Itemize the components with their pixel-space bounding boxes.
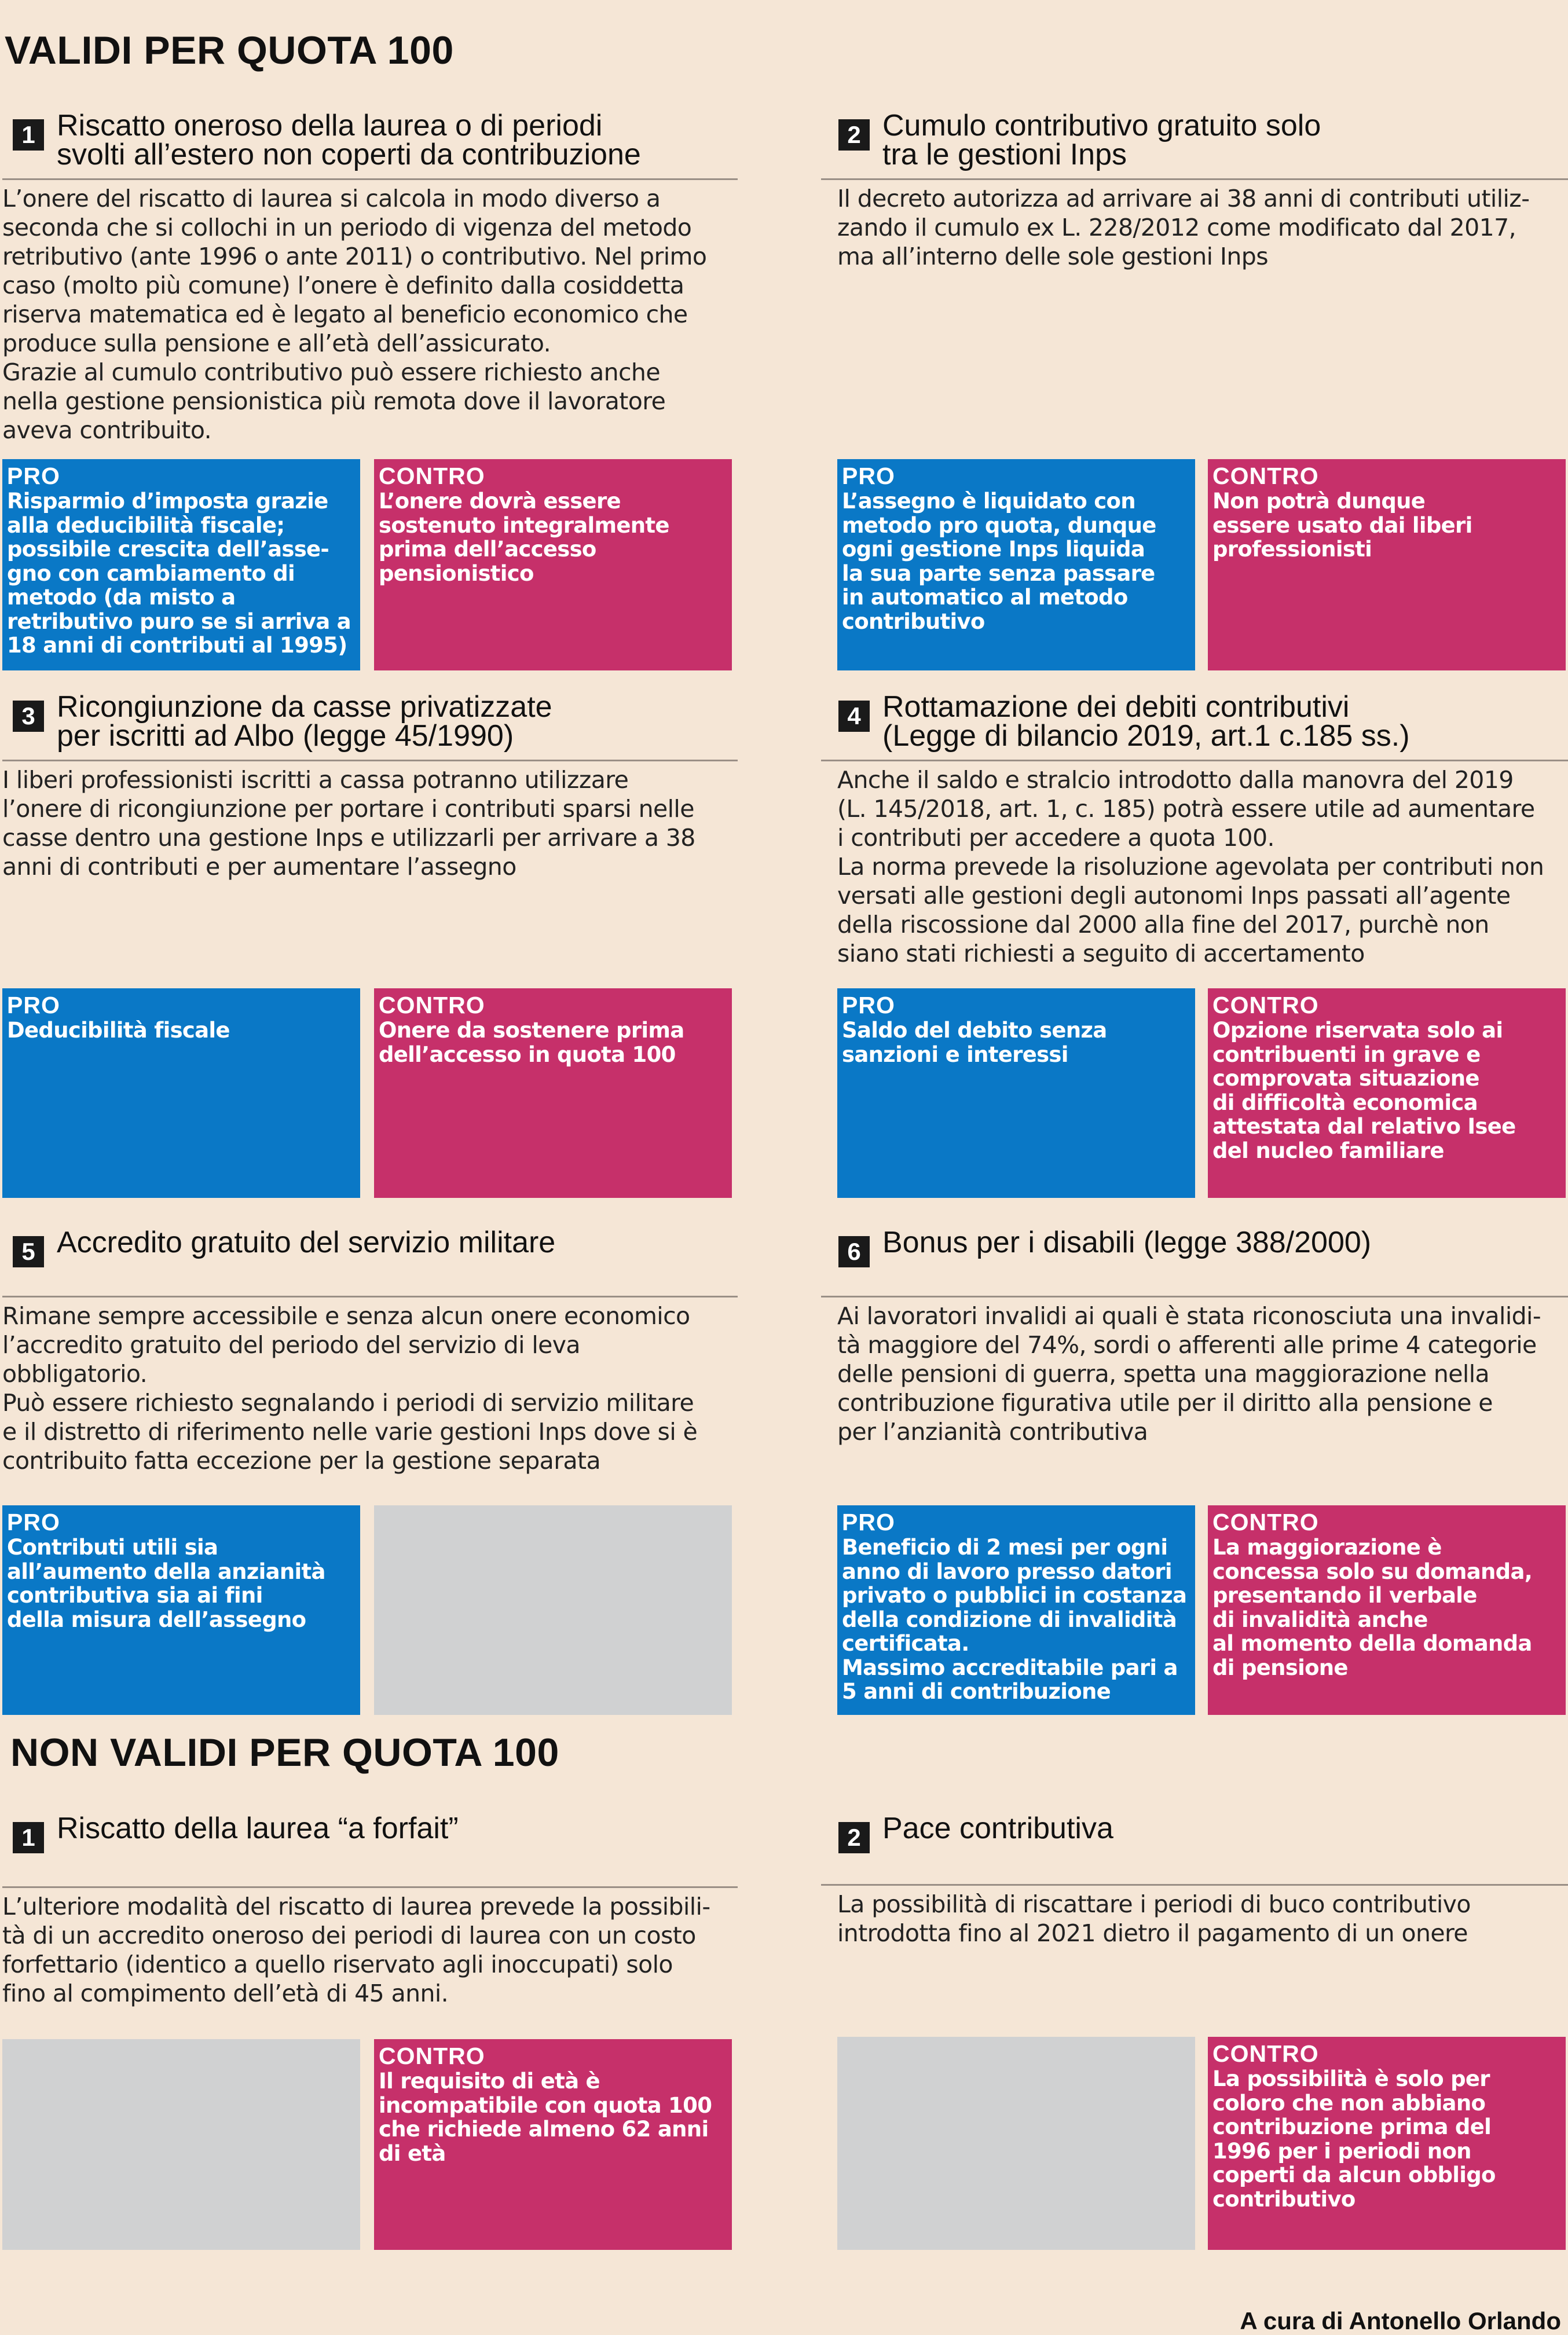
entry-title <box>57 690 552 753</box>
contro-text <box>1212 1018 1561 1163</box>
entry-description <box>837 1890 1568 1948</box>
pro-box <box>2 988 360 1198</box>
description-line: obbligatorio. <box>2 1360 148 1388</box>
pro-text-line: L’assegno è liquidato con <box>842 489 1135 514</box>
entry-heading <box>13 692 731 756</box>
contro-text-line: Onere da sostenere prima <box>379 1018 684 1043</box>
entry-title <box>57 1814 459 1843</box>
description-line: l’accredito gratuito del periodo del servizio di leva <box>2 1331 580 1359</box>
description-line: forfettario (identico a quello riservato agli inoccupati) solo <box>2 1951 673 1978</box>
description-line: Anche il saldo e stralcio introdotto dalla manovra del 2019 <box>837 766 1514 794</box>
entry-title-line: svolti all’estero non coperti da contribuzione <box>57 138 641 171</box>
empty-contro-box <box>374 1505 732 1715</box>
contro-text-line: La possibilità è solo per <box>1212 2066 1490 2091</box>
description-line: Può essere richiesto segnalando i periodi di servizio militare <box>2 1389 694 1417</box>
contro-text-line: essere usato dai liberi <box>1212 512 1472 538</box>
entry-title <box>882 111 1321 169</box>
contro-text-line: 1996 per i periodi non <box>1212 2138 1471 2164</box>
pro-text-line: contributiva sia ai fini <box>7 1583 263 1608</box>
contro-text-line: Non potrà dunque <box>1212 489 1426 514</box>
pro-text <box>7 489 356 658</box>
description-line: La possibilità di riscattare i periodi di buco contributivo <box>837 1890 1471 1918</box>
description-line: Ai lavoratori invalidi ai quali è stata riconosciuta una invalidi- <box>837 1302 1541 1330</box>
contro-text <box>1212 489 1561 562</box>
entry-heading <box>838 1814 1556 1878</box>
entry-title-line: Ricongiunzione da casse privatizzate <box>57 690 552 724</box>
entry-title-line: Riscatto oneroso della laurea o di periodi <box>57 109 603 142</box>
pro-text-line: retributivo puro se si arriva a <box>7 609 351 634</box>
entry-title-line: Bonus per i disabili (legge 388/2000) <box>882 1226 1372 1259</box>
description-line: introdotta fino al 2021 dietro il pagamento di un onere <box>837 1919 1468 1947</box>
entry-description <box>2 184 733 445</box>
contro-text-line: incompatibile con quota 100 <box>379 2092 712 2118</box>
divider-rule <box>821 1296 1568 1297</box>
description-line: contribuito fatta eccezione per la gestione separata <box>2 1447 600 1475</box>
contro-text-line: comprovata situazione <box>1212 1066 1479 1091</box>
description-line: tà di un accredito oneroso dei periodi di laurea con un costo <box>2 1922 696 1949</box>
description-line: Il decreto autorizza ad arrivare ai 38 anni di contributi utiliz- <box>837 185 1530 212</box>
pro-text-line: Contributi utili sia <box>7 1535 218 1560</box>
entry-number-badge: 6 <box>838 1236 870 1267</box>
pro-text-line: ogni gestione Inps liquida <box>842 537 1145 562</box>
pro-text-line: Saldo del debito senza <box>842 1018 1107 1043</box>
contro-text-line: contribuenti in grave e <box>1212 1042 1481 1067</box>
contro-text-line: sostenuto integralmente <box>379 512 669 538</box>
entry-number-badge: 3 <box>13 701 44 732</box>
divider-rule <box>2 760 738 761</box>
description-line: Rimane sempre accessibile e senza alcun onere economico <box>2 1302 690 1330</box>
contro-label: CONTRO <box>1212 463 1319 489</box>
contro-label: CONTRO <box>379 463 485 489</box>
contro-text-line: attestata dal relativo Isee <box>1212 1114 1516 1139</box>
contro-text-line: del nucleo familiare <box>1212 1138 1444 1163</box>
pro-text-line: la sua parte senza passare <box>842 560 1155 586</box>
contro-label: CONTRO <box>379 2043 485 2069</box>
divider-rule <box>821 178 1568 180</box>
pro-text-line: sanzioni e interessi <box>842 1042 1068 1067</box>
contro-text-line: Opzione riservata solo ai <box>1212 1018 1503 1043</box>
contro-text-line: di invalidità anche <box>1212 1607 1428 1632</box>
description-line: L’onere del riscatto di laurea si calcola in modo diverso a <box>2 185 661 212</box>
pro-text-line: anno di lavoro presso datori <box>842 1559 1172 1584</box>
entry-title <box>882 1814 1113 1843</box>
contro-box <box>1208 2037 1566 2250</box>
description-line: nella gestione pensionistica più remota dove il lavoratore <box>2 387 666 415</box>
contro-text-line: dell’accesso in quota 100 <box>379 1042 676 1067</box>
contro-text-line: Il requisito di età è <box>379 2069 600 2094</box>
contro-box <box>1208 988 1566 1198</box>
pro-text <box>7 1018 356 1043</box>
entry-title <box>57 111 641 169</box>
contro-text-line: contribuzione prima del <box>1212 2114 1492 2139</box>
entry-title <box>882 1228 1371 1257</box>
entry-title <box>882 690 1410 753</box>
pro-text <box>842 1535 1190 1704</box>
entry-description <box>2 765 733 881</box>
contro-text-line: L’onere dovrà essere <box>379 489 621 514</box>
contro-text <box>379 1018 727 1066</box>
pro-text-line: certificata. <box>842 1631 969 1656</box>
contro-text-line: di pensione <box>1212 1655 1348 1680</box>
pro-text-line: all’aumento della anzianità <box>7 1559 325 1584</box>
pro-box <box>2 459 360 670</box>
description-line: i contributi per accedere a quota 100. <box>837 824 1274 852</box>
entry-title-line: tra le gestioni Inps <box>882 138 1127 171</box>
contro-text <box>1212 1535 1561 1680</box>
pro-text-line: Risparmio d’imposta grazie <box>7 489 328 514</box>
description-line: Grazie al cumulo contributivo può essere richiesto anche <box>2 358 660 386</box>
entry-number-badge: 2 <box>838 119 870 151</box>
description-line: (L. 145/2018, art. 1, c. 185) potrà essere utile ad aumentare <box>837 795 1535 823</box>
entry-title-line: Cumulo contributivo gratuito solo <box>882 109 1321 142</box>
pro-box <box>837 988 1195 1198</box>
pro-label: PRO <box>7 1509 60 1535</box>
divider-rule <box>2 1296 738 1297</box>
pro-text-line: alla deducibilità fiscale; <box>7 512 285 538</box>
description-line: anni di contributi e per aumentare l’assegno <box>2 853 516 881</box>
entry-number-badge: 2 <box>838 1822 870 1853</box>
description-line: ma all’interno delle sole gestioni Inps <box>837 243 1268 270</box>
contro-box <box>374 988 732 1198</box>
pro-box <box>837 1505 1195 1715</box>
contro-box <box>374 2039 732 2250</box>
description-line: siano stati richiesti a seguito di accertamento <box>837 940 1365 967</box>
description-line: delle pensioni di guerra, spetta una maggiorazione nella <box>837 1360 1490 1388</box>
entry-description <box>837 765 1568 968</box>
description-line: La norma prevede la risoluzione agevolata per contributi non <box>837 853 1544 881</box>
invalid-section-title: NON VALIDI PER QUOTA 100 <box>10 1731 559 1775</box>
entry-number-badge: 1 <box>13 1822 44 1853</box>
pro-text-line: possibile crescita dell’asse- <box>7 537 329 562</box>
contro-text-line: prima dell’accesso <box>379 537 596 562</box>
empty-pro-box <box>2 2039 360 2250</box>
entry-title-line: Riscatto della laurea “a forfait” <box>57 1812 459 1845</box>
pro-text-line: 18 anni di contributi al 1995) <box>7 633 347 658</box>
contro-text-line: di età <box>379 2140 446 2166</box>
contro-text-line: coperti da alcun obbligo <box>1212 2162 1496 2187</box>
pro-text <box>7 1535 356 1632</box>
entry-heading <box>838 692 1556 756</box>
contro-text-line: pensionistico <box>379 560 534 586</box>
entry-title-line: (Legge di bilancio 2019, art.1 c.185 ss.) <box>882 719 1410 753</box>
description-line: per l’anzianità contributiva <box>837 1418 1148 1446</box>
empty-pro-box <box>837 2037 1195 2250</box>
description-line: contribuzione figurativa utile per il diritto alla pensione e <box>837 1389 1493 1417</box>
description-line: riserva matematica ed è legato al beneficio economico che <box>2 300 688 328</box>
contro-text-line: La maggiorazione è <box>1212 1535 1442 1560</box>
entry-heading <box>838 111 1556 175</box>
entry-heading <box>13 1228 731 1292</box>
description-line: zando il cumulo ex L. 228/2012 come modificato dal 2017, <box>837 214 1516 241</box>
pro-label: PRO <box>7 463 60 489</box>
contro-label: CONTRO <box>1212 1509 1319 1535</box>
entry-number-badge: 5 <box>13 1236 44 1267</box>
pro-text-line: Beneficio di 2 mesi per ogni <box>842 1535 1168 1560</box>
contro-text <box>379 2069 727 2165</box>
description-line: l’onere di ricongiunzione per portare i contributi sparsi nelle <box>2 795 694 823</box>
pro-text-line: gno con cambiamento di <box>7 560 295 586</box>
pro-text-line: contributivo <box>842 609 985 634</box>
pro-text-line: Deducibilità fiscale <box>7 1018 230 1043</box>
entry-heading <box>13 111 731 175</box>
entry-heading <box>838 1228 1556 1292</box>
entry-title <box>57 1228 555 1257</box>
divider-rule <box>2 178 738 180</box>
contro-text-line: professionisti <box>1212 537 1372 562</box>
description-line: produce sulla pensione e all’età dell’assicurato. <box>2 329 551 357</box>
description-line: e il distretto di riferimento nelle varie gestioni Inps dove si è <box>2 1418 698 1446</box>
description-line: I liberi professionisti iscritti a cassa potranno utilizzare <box>2 766 629 794</box>
valid-section-title: VALIDI PER QUOTA 100 <box>5 28 454 72</box>
entry-description <box>2 1302 733 1475</box>
contro-text-line: contributivo <box>1212 2186 1355 2212</box>
description-line: della riscossione dal 2000 alla fine del 2017, purchè non <box>837 911 1489 939</box>
divider-rule <box>2 1886 738 1888</box>
description-line: L’ulteriore modalità del riscatto di laurea prevede la possibili- <box>2 1893 710 1920</box>
contro-label: CONTRO <box>1212 2040 1319 2067</box>
pro-label: PRO <box>7 992 60 1018</box>
pro-box <box>837 459 1195 670</box>
pro-text-line: della misura dell’assegno <box>7 1607 306 1632</box>
entry-description <box>837 1302 1568 1446</box>
description-line: versati alle gestioni degli autonomi Inps passati all’agente <box>837 882 1511 910</box>
contro-text-line: concessa solo su domanda, <box>1212 1559 1533 1584</box>
contro-label: CONTRO <box>1212 992 1319 1018</box>
pro-label: PRO <box>842 463 895 489</box>
entry-description <box>837 184 1568 271</box>
contro-text-line: di difficoltà economica <box>1212 1090 1478 1115</box>
contro-text-line: presentando il verbale <box>1212 1583 1477 1608</box>
pro-text-line: metodo (da misto a <box>7 585 236 610</box>
description-line: tà maggiore del 74%, sordi o afferenti alle prime 4 categorie <box>837 1331 1537 1359</box>
pro-text <box>842 489 1190 633</box>
pro-text-line: 5 anni di contribuzione <box>842 1679 1111 1704</box>
description-line: retributivo (ante 1996 o ante 2011) o contributivo. Nel primo <box>2 243 707 270</box>
entry-title-line: per iscritti ad Albo (legge 45/1990) <box>57 719 514 753</box>
pro-text-line: della condizione di invalidità <box>842 1607 1177 1632</box>
contro-box <box>374 459 732 670</box>
pro-text <box>842 1018 1190 1066</box>
entry-title-line: Rottamazione dei debiti contributivi <box>882 690 1350 724</box>
contro-text-line: coloro che non abbiano <box>1212 2090 1486 2116</box>
contro-text <box>379 489 727 585</box>
contro-text-line: al momento della domanda <box>1212 1631 1532 1656</box>
entry-title-line: Pace contributiva <box>882 1812 1113 1845</box>
description-line: aveva contribuito. <box>2 416 212 444</box>
contro-box <box>1208 1505 1566 1715</box>
pro-text-line: Massimo accreditabile pari a <box>842 1655 1178 1680</box>
contro-text-line: che richiede almeno 62 anni <box>379 2117 709 2142</box>
pro-text-line: privato o pubblici in costanza <box>842 1583 1187 1608</box>
description-line: caso (molto più comune) l’onere è definito dalla cosiddetta <box>2 272 684 299</box>
divider-rule <box>821 760 1568 761</box>
description-line: seconda che si collochi in un periodo di vigenza del metodo <box>2 214 692 241</box>
credit-line: A cura di Antonello Orlando <box>1240 2307 1561 2334</box>
contro-label: CONTRO <box>379 992 485 1018</box>
entry-number-badge: 4 <box>838 701 870 732</box>
entry-title-line: Accredito gratuito del servizio militare <box>57 1226 556 1259</box>
entry-description <box>2 1892 733 2008</box>
pro-text-line: in automatico al metodo <box>842 585 1128 610</box>
contro-text <box>1212 2067 1561 2211</box>
entry-heading <box>13 1814 731 1878</box>
description-line: casse dentro una gestione Inps e utilizzarli per arrivare a 38 <box>2 824 695 852</box>
description-line: fino al compimento dell’età di 45 anni. <box>2 1980 449 2007</box>
contro-box <box>1208 459 1566 670</box>
pro-box <box>2 1505 360 1715</box>
divider-rule <box>821 1884 1568 1886</box>
pro-label: PRO <box>842 992 895 1018</box>
pro-label: PRO <box>842 1509 895 1535</box>
entry-number-badge: 1 <box>13 119 44 151</box>
pro-text-line: metodo pro quota, dunque <box>842 512 1156 538</box>
